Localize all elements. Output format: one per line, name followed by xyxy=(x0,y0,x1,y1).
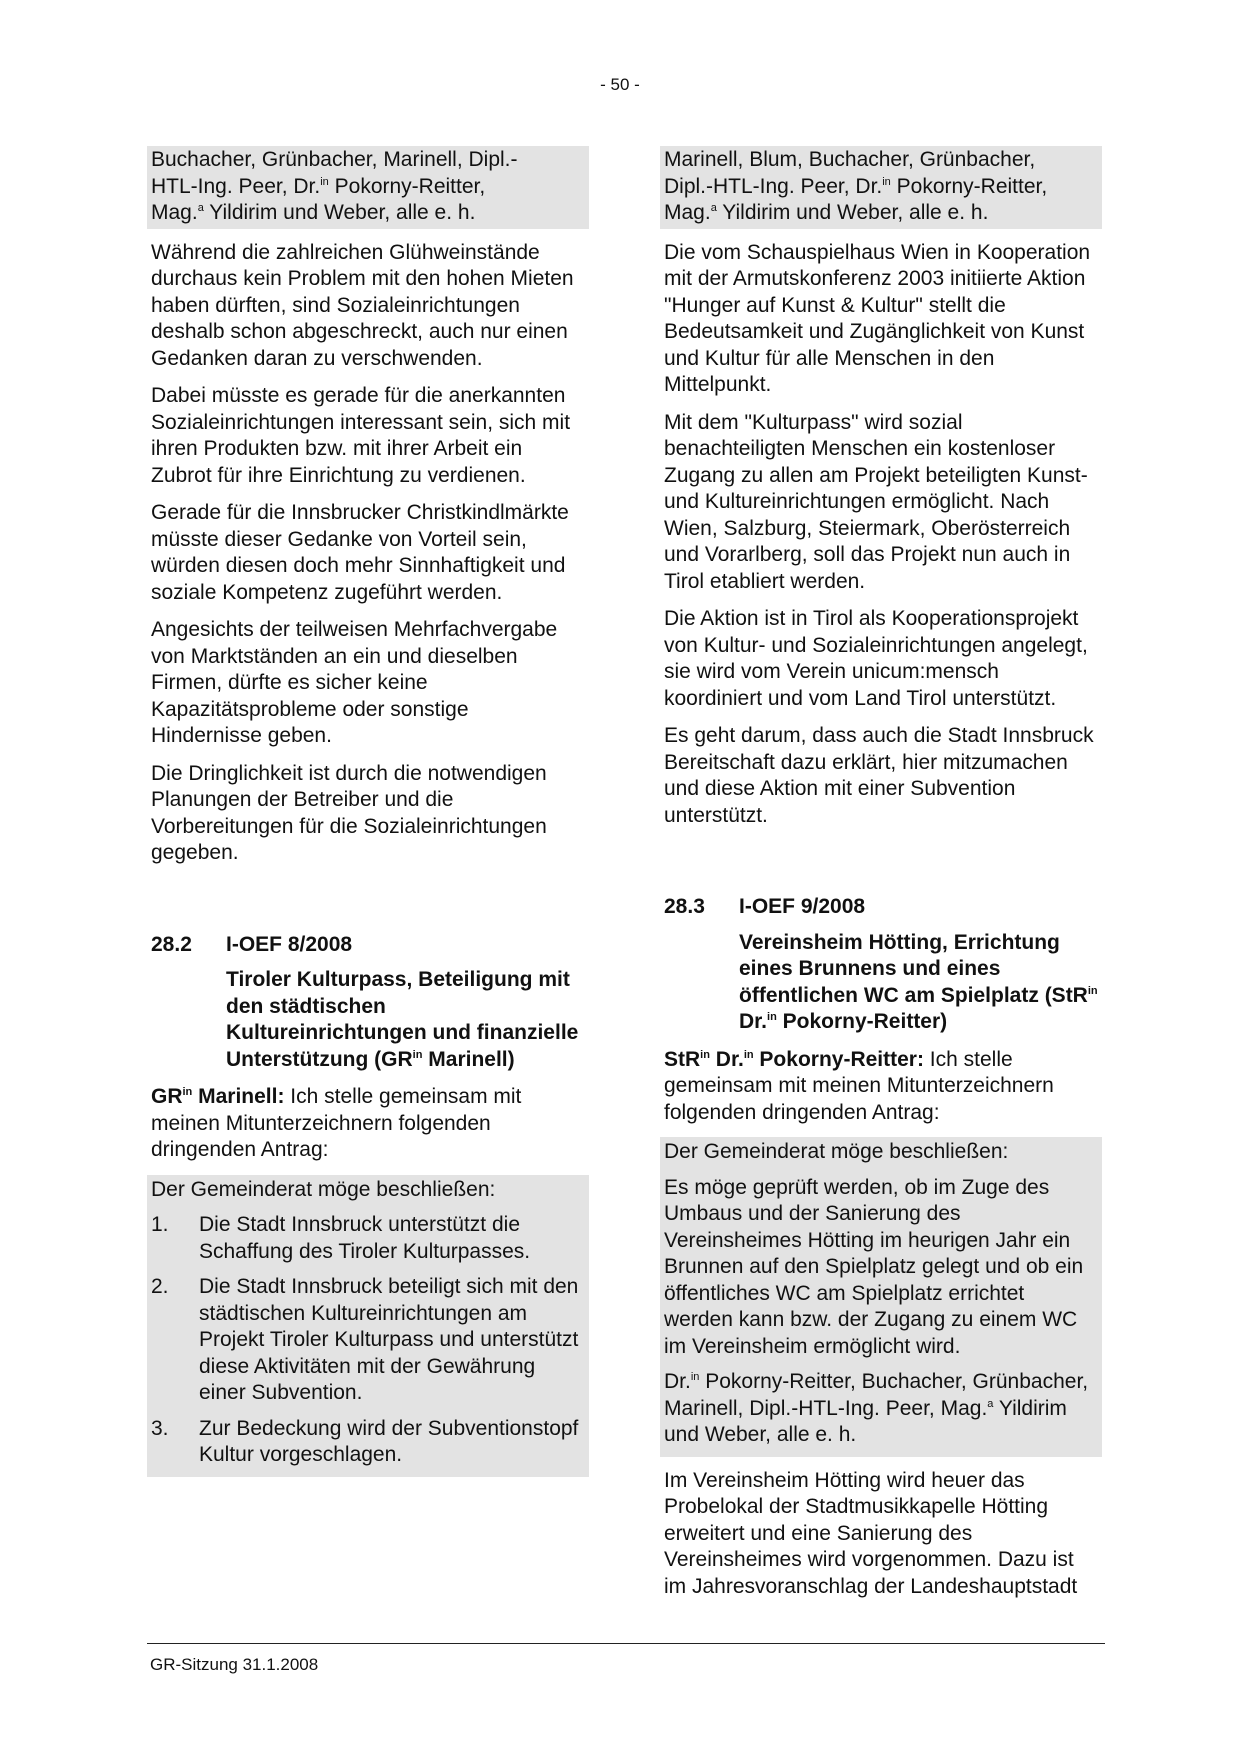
motion-number: 1. xyxy=(151,1213,169,1236)
signature-line: Yildirim und Weber, alle e. h. xyxy=(716,201,989,224)
superscript: in xyxy=(882,175,891,188)
signature-text: Dr. xyxy=(664,1370,691,1393)
section-code: I-OEF 8/2008 xyxy=(226,932,353,956)
signature-line: Yildirim und Weber, alle e. h. xyxy=(203,201,476,224)
motion-lead: Der Gemeinderat möge beschließen: xyxy=(664,1140,1009,1163)
body-paragraph: Dabei müsste es gerade für die anerkannten Sozialeinrichtungen interessant sein, sich mit ihren Produkten bzw. mit ihrer Arbeit ein Zubrot für ihre Einrichtung zu verdienen. xyxy=(151,384,571,487)
right-column xyxy=(660,146,1102,1611)
section-title-text: Vereinsheim Hötting, Errichtung eines Brunnens und eines öffentlichen WC am Spielplatz (StR xyxy=(739,930,1088,1007)
motion-lead: Der Gemeinderat möge beschließen: xyxy=(151,1177,496,1201)
left-column xyxy=(147,146,589,1488)
section-title-text: Marinell) xyxy=(422,1047,515,1071)
superscript: in xyxy=(182,1086,193,1098)
signature-line: Marinell, Blum, Buchacher, Grünbacher, xyxy=(664,148,1036,171)
superscript: a xyxy=(197,202,204,214)
footer-divider xyxy=(147,1643,1105,1644)
section-title-text: Tiroler Kulturpass, Beteiligung mit den städtischen Kultureinrichtungen und finanzielle Unterstützung (GR xyxy=(226,968,579,1071)
superscript: a xyxy=(710,202,717,214)
body-paragraph: Die Aktion ist in Tirol als Kooperationsprojekt von Kultur- und Sozialeinrichtungen angelegt, sie wird vom Verein unicum:mensch koordiniert und vom Land Tirol unterstützt. xyxy=(664,607,1088,710)
motion-item xyxy=(147,1212,589,1265)
motion-text: Die Stadt Innsbruck beteiligt sich mit den städtischen Kultureinrichtungen am Projekt Tiroler Kulturpass und unterstützt diese Aktivitäten mit der Gewährung einer Subvention. xyxy=(199,1275,579,1404)
section-title-text: Pokorny-Reitter) xyxy=(776,1010,948,1033)
superscript: in xyxy=(320,175,329,188)
signature-line: Mag. xyxy=(664,201,711,224)
signature-block xyxy=(147,146,589,229)
intro-text: Ich stelle gemeinsam mit meinen Mitunterzeichnern folgenden dringenden Antrag: xyxy=(664,1047,1054,1124)
speaker-name: StR xyxy=(664,1047,701,1071)
section-title xyxy=(660,930,1102,1036)
superscript: in xyxy=(690,1371,700,1383)
superscript: in xyxy=(1087,984,1098,997)
section-code: I-OEF 9/2008 xyxy=(739,895,866,918)
body-paragraph: Angesichts der teilweisen Mehrfachvergabe von Marktständen an ein und dieselben Firmen, dürfte es sicher keine Kapazitätsprobleme oder sonstige Hindernisse geben. xyxy=(151,618,558,747)
intro-paragraph xyxy=(660,1047,1102,1127)
section-heading xyxy=(147,932,589,959)
intro-paragraph xyxy=(147,1084,589,1164)
motion-number: 3. xyxy=(151,1416,169,1440)
section-number: 28.3 xyxy=(664,895,705,918)
speaker-name: Pokorny-Reitter: xyxy=(753,1047,924,1071)
signature-line: Pokorny-Reitter, xyxy=(328,174,486,198)
signature-block xyxy=(660,1369,1102,1449)
footer-text: GR-Sitzung 31.1.2008 xyxy=(150,1655,319,1674)
body-paragraph: Im Vereinsheim Hötting wird heuer das Probelokal der Stadtmusikkapelle Hötting erweitert und eine Sanierung des Vereinsheimes wird vorgenommen. Dazu ist im Jahresvoranschlag der Landeshauptstadt xyxy=(664,1468,1078,1598)
speaker-name: Dr. xyxy=(709,1047,744,1071)
superscript: a xyxy=(987,1397,994,1410)
body-paragraph: Die vom Schauspielhaus Wien in Kooperation mit der Armutskonferenz 2003 initiierte Aktion "Hunger auf Kunst & Kultur" stellt die Bedeutsamkeit und Zugänglichkeit von Kunst und Kultur für alle Menschen in den Mittelpunkt. xyxy=(664,240,1091,396)
speaker-name: GR xyxy=(151,1085,183,1108)
page-number: - 50 - xyxy=(600,75,640,94)
body-paragraph: Es geht darum, dass auch die Stadt Innsbruck Bereitschaft dazu erklärt, hier mitzumachen und diese Aktion mit einer Subvention unterstützt. xyxy=(664,724,1094,827)
intro-text: Ich stelle gemeinsam mit meinen Mitunterzeichnern folgenden dringenden Antrag: xyxy=(151,1085,522,1161)
superscript: in xyxy=(767,1011,777,1023)
superscript: in xyxy=(743,1048,754,1061)
motion-block xyxy=(147,1175,589,1477)
motion-block xyxy=(660,1137,1102,1457)
section-number: 28.2 xyxy=(151,932,192,956)
section-title xyxy=(147,967,589,1073)
motion-text: Die Stadt Innsbruck unterstützt die Schaffung des Tiroler Kulturpasses. xyxy=(199,1213,531,1263)
motion-item xyxy=(147,1274,589,1407)
motion-number: 2. xyxy=(151,1275,169,1298)
superscript: in xyxy=(412,1048,423,1061)
signature-text: Yildirim und Weber, alle e. h. xyxy=(664,1396,1067,1446)
motion-text: Es möge geprüft werden, ob im Zuge des Umbaus und der Sanierung des Vereinsheimes Hötting im heurigen Jahr ein Brunnen auf den Spielplatz gelegt und ob ein öffentliches WC am Spielplatz errichtet werden kann bzw. der Zugang zu einem WC im Vereinsheim ermöglicht wird. xyxy=(664,1175,1084,1358)
signature-text: Pokorny-Reitter, Buchacher, Grünbacher, Marinell, Dipl.-HTL-Ing. Peer, Mag. xyxy=(664,1370,1089,1420)
signature-line: HTL-Ing. Peer, Dr. xyxy=(151,174,321,198)
section-title-text: Dr. xyxy=(739,1010,768,1033)
motion-text: Zur Bedeckung wird der Subventionstopf Kultur vorgeschlagen. xyxy=(199,1416,579,1466)
signature-line: Dipl.-HTL-Ing. Peer, Dr. xyxy=(664,174,883,198)
speaker-name: Marinell: xyxy=(192,1085,285,1108)
body-paragraph: Während die zahlreichen Glühweinstände durchaus kein Problem mit den hohen Mieten haben dürften, sind Sozialeinrichtungen deshalb schon abgeschreckt, auch nur einen Gedanken daran zu verschwenden. xyxy=(151,240,574,370)
signature-line: Pokorny-Reitter, xyxy=(890,174,1048,198)
body-paragraph: Die Dringlichkeit ist durch die notwendigen Planungen der Betreiber und die Vorbereitungen für die Sozialeinrichtungen gegeben. xyxy=(151,761,547,864)
body-paragraph: Gerade für die Innsbrucker Christkindlmärkte müsste dieser Gedanke von Vorteil sein, würden diesen doch mehr Sinnhaftigkeit und soziale Kompetenz zugeführt werden. xyxy=(151,501,569,604)
section-heading xyxy=(660,894,1102,921)
motion-item xyxy=(147,1416,589,1469)
signature-line: Mag. xyxy=(151,201,198,224)
signature-block xyxy=(660,146,1102,229)
superscript: in xyxy=(700,1048,710,1061)
body-paragraph: Mit dem "Kulturpass" wird sozial benachteiligten Menschen ein kostenloser Zugang zu allen am Projekt beteiligten Kunst- und Kultureinrichtungen ermöglicht. Nach Wien, Salzburg, Steiermark, Oberösterreich und Vorarlberg, soll das Projekt nun auch in Tirol etabliert werden. xyxy=(664,410,1088,593)
signature-line: Buchacher, Grünbacher, Marinell, Dipl.- xyxy=(151,148,518,171)
